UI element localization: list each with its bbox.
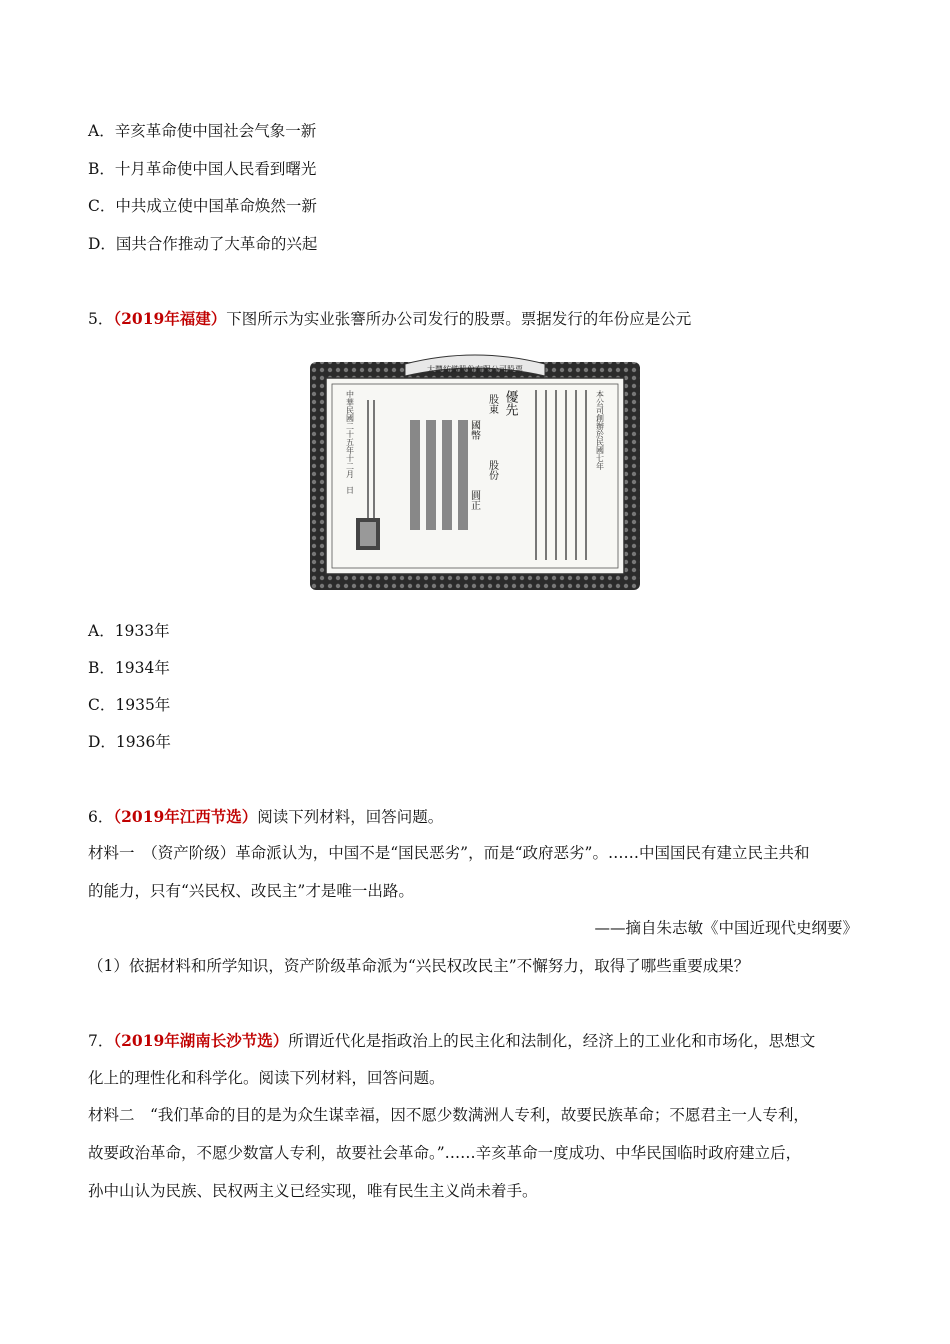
q7-stem [88, 1030, 815, 1052]
q7-source: （2019年湖南长沙节选） [113, 1031, 289, 1050]
q5-option-a: A．1933年 [88, 622, 170, 640]
q7-stem-line-2: 化上的理性化和科学化。阅读下列材料，回答问题。 [88, 1069, 445, 1087]
stock-certificate-image [310, 350, 640, 590]
certificate-title-3: 股份 [486, 460, 498, 480]
q6-source: （2019年江西节选） [113, 807, 258, 826]
q4-option-d: D．国共合作推动了大革命的兴起 [88, 235, 318, 253]
q6-citation: ——摘自朱志敏《中国近现代史纲要》 [594, 919, 858, 937]
certificate-col-1: 本公司創辦於民國七年 [595, 390, 605, 470]
q6-stem [88, 806, 443, 828]
q6-material-line-2: 的能力，只有“兴民权、改民主”才是唯一出路。 [88, 882, 414, 900]
q6-number: 6． [88, 808, 114, 826]
q6-subquestion: （1）依据材料和所学知识，资产阶级革命派为“兴民权改民主”不懈努力，取得了哪些重要成果？ [88, 957, 750, 975]
q5-option-d: D．1936年 [88, 733, 171, 751]
q5-stem-text: 下图所示为实业张謇所办公司发行的股票。票据发行的年份应是公元 [226, 310, 692, 328]
q6-stem-text: 阅读下列材料，回答问题。 [257, 808, 444, 826]
q7-stem-text: 所谓近代化是指政治上的民主化和法制化，经济上的工业化和市场化，思想文 [288, 1032, 816, 1050]
certificate-title-2: 股東 [486, 394, 498, 414]
certificate-banner: 大豐紡織股份有限公司股票 [427, 365, 523, 374]
q7-material-line-2: 故要政治革命，不愿少数富人专利，故要社会革命。”……辛亥革命一度成功、中华民国临时政府建立后， [88, 1144, 802, 1162]
certificate-title-1: 優先 [502, 390, 518, 416]
q5-source: （2019年福建） [113, 309, 227, 328]
q4-option-b: B．十月革命使中国人民看到曙光 [88, 160, 317, 178]
q5-option-b: B．1934年 [88, 659, 170, 677]
q4-option-c: C．中共成立使中国革命焕然一新 [88, 197, 317, 215]
certificate-date: 中華民國二十五年十二月 日 [345, 390, 355, 494]
q5-number: 5． [88, 310, 114, 328]
q7-material-line-3: 孙中山认为民族、民权两主义已经实现，唯有民生主义尚未着手。 [88, 1182, 538, 1200]
q7-material-line-1: 材料二 “我们革命的目的是为众生谋幸福，因不愿少数满洲人专利，故要民族革命；不愿君主一人专利， [88, 1106, 809, 1124]
q5-stem [88, 308, 691, 330]
q4-option-a: A．辛亥革命使中国社会气象一新 [88, 122, 317, 140]
certificate-title-5: 圓正 [468, 490, 480, 510]
q6-material-line-1: 材料一 （资产阶级）革命派认为，中国不是“国民恶劣”，而是“政府恶劣”。……中国国民有建立民主共和 [88, 844, 810, 862]
q7-number: 7． [88, 1032, 114, 1050]
certificate-title-4: 國幣 [468, 420, 480, 440]
q5-option-c: C．1935年 [88, 696, 171, 714]
